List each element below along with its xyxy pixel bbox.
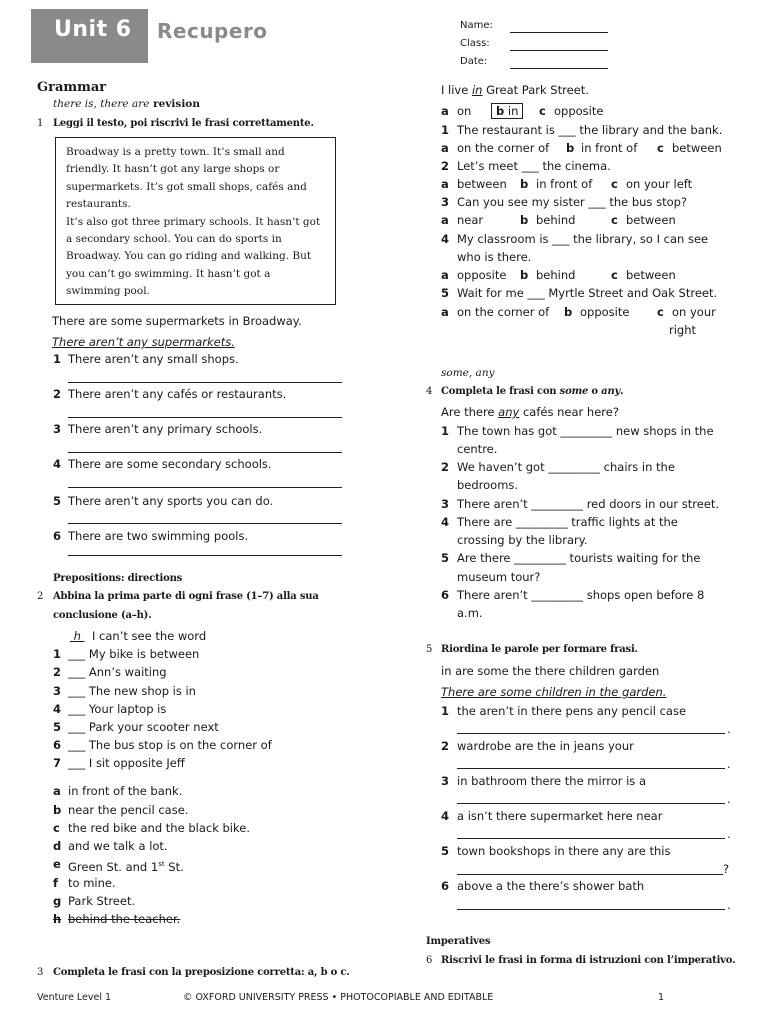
reading-line: restaurants.	[66, 198, 131, 211]
ex4-item-text-cont: a.m.	[457, 606, 483, 620]
option-letter[interactable]: c	[611, 177, 618, 191]
option-text[interactable]: opposite	[457, 268, 507, 282]
footer-copyright: © OXFORD UNIVERSITY PRESS • PHOTOCOPIABLE AND EDITABLE	[183, 992, 494, 1003]
ending-letter: a	[53, 784, 61, 798]
option-text-cont: right	[669, 323, 697, 337]
option-text[interactable]: behind	[536, 268, 576, 282]
ex1-example: There are some supermarkets in Broadway.	[52, 314, 302, 328]
option-letter[interactable]: b	[520, 268, 529, 282]
reading-line: swimming pool.	[66, 285, 150, 298]
ex1-item-text: There are two swimming pools.	[68, 529, 249, 543]
exercise-2-instruction-cont: conclusione (a–h).	[53, 610, 152, 621]
ex4-item-number: 4	[441, 515, 450, 529]
ex5-item-text: town bookshops in there any are this	[457, 844, 671, 858]
exercise-2-number: 2	[37, 591, 44, 602]
ex1-item-text: There aren’t any primary schools.	[68, 422, 263, 436]
ex5-item-text: a isn’t there supermarket here near	[457, 809, 663, 823]
ex2-item-blank[interactable]: ___ I sit opposite Jeff	[68, 756, 185, 770]
exercise-3-number: 3	[37, 967, 44, 978]
ex3-item-number: 1	[441, 123, 450, 137]
ex1-item-number: 1	[53, 352, 62, 366]
option-letter[interactable]: b	[520, 177, 529, 191]
exercise-5-number: 5	[426, 644, 433, 655]
ex4-item-text[interactable]: Are there _________ tourists waiting for the	[457, 551, 701, 565]
exercise-4-number: 4	[426, 386, 433, 397]
prepositions-heading: Prepositions: directions	[53, 573, 183, 584]
reading-line: Broadway is a pretty town. It’s small and	[66, 146, 285, 158]
ex1-item-number: 6	[53, 529, 62, 543]
answer-line[interactable]	[68, 487, 342, 488]
ex4-item-number: 1	[441, 424, 450, 438]
ex3-item-number: 4	[441, 232, 450, 246]
option-letter[interactable]: b	[566, 141, 575, 155]
ex1-item-number: 5	[53, 494, 62, 508]
ex4-item-text[interactable]: There are _________ traffic lights at the	[457, 515, 678, 529]
option-letter: a	[441, 104, 449, 118]
option-text[interactable]: opposite	[580, 305, 630, 319]
option-text: on	[457, 104, 472, 118]
option-text[interactable]: in front of	[536, 177, 593, 191]
ex1-item-text: There are some secondary schools.	[68, 457, 272, 471]
page-number: 1	[658, 992, 665, 1003]
ex1-item-text: There aren’t any sports you can do.	[68, 494, 274, 508]
ex2-item-number: 5	[53, 720, 62, 734]
answer-line[interactable]	[457, 874, 723, 875]
ex4-item-text-cont: centre.	[457, 442, 498, 456]
reading-line: Broadway. You can go riding and walking. But	[66, 250, 312, 263]
grammar-subheading: there is, there are revision	[53, 98, 200, 110]
ending-letter: e	[53, 857, 61, 871]
ex2-item-blank[interactable]: ___ My bike is between	[68, 647, 200, 661]
answer-line[interactable]	[68, 555, 342, 556]
reading-line: It’s also got three primary schools. It hasn’t got	[66, 215, 321, 228]
answer-line[interactable]	[68, 523, 342, 524]
ex2-item-blank[interactable]: ___ Ann’s waiting	[68, 665, 167, 679]
option-text: opposite	[554, 104, 604, 118]
exercise-4-instruction: Completa le frasi con some o any.	[441, 386, 624, 397]
ex5-item-text: above a the there’s shower bath	[457, 879, 645, 893]
exercise-1-number: 1	[37, 118, 44, 129]
option-text[interactable]: between	[626, 213, 676, 227]
ex2-item-number: 2	[53, 665, 62, 679]
ex2-item-blank[interactable]: ___ Park your scooter next	[68, 720, 219, 734]
option-letter[interactable]: a	[441, 268, 449, 282]
ex4-item-number: 2	[441, 460, 450, 474]
ex1-item-text: There aren’t any cafés or restaurants.	[68, 387, 287, 401]
option-letter[interactable]: b	[564, 305, 573, 319]
ex5-example-answer: There are some children in the garden.	[441, 685, 667, 699]
ending-text: the red bike and the black bike.	[68, 821, 250, 835]
ex1-example-answer: There aren’t any supermarkets.	[52, 335, 235, 349]
ex4-item-number: 5	[441, 551, 450, 565]
ex4-item-number: 3	[441, 497, 450, 511]
ex4-item-text[interactable]: The town has got _________ new shops in the	[457, 424, 714, 438]
ex5-item-number: 4	[441, 809, 450, 823]
option-text[interactable]: between	[626, 268, 676, 282]
reading-line: a secondary school. You can do sports in	[66, 233, 282, 246]
ex3-item-text: Can you see my sister ___ the bus stop?	[457, 195, 688, 209]
option-text[interactable]: on your	[672, 305, 716, 319]
ex4-item-text-cont: crossing by the library.	[457, 533, 588, 547]
selected-option[interactable]: b in	[491, 103, 523, 119]
option-text[interactable]: on the corner of	[457, 305, 550, 319]
ex4-item-text[interactable]: We haven’t got _________ chairs in the	[457, 460, 675, 474]
ex4-item-text[interactable]: There aren’t _________ red doors in our street.	[457, 497, 720, 511]
answer-line[interactable]	[457, 838, 725, 839]
ex3-item-number: 2	[441, 159, 450, 173]
ex5-item-end: .	[727, 827, 731, 841]
option-text[interactable]: in front of	[581, 141, 638, 155]
reading-line: you can’t go swimming. It hasn’t got a	[66, 267, 271, 280]
ex5-item-end: .	[727, 898, 731, 912]
ex2-item-blank[interactable]: ___ Your laptop is	[68, 702, 167, 716]
exercise-2-instruction: Abbina la prima parte di ogni frase (1–7) alla sua	[53, 591, 319, 602]
answer-line[interactable]	[457, 803, 725, 804]
reading-line: friendly. It hasn’t got any large shops or	[66, 163, 280, 176]
option-text[interactable]: between	[457, 177, 507, 191]
exercise-6-instruction: Riscrivi le frasi in forma di istruzioni con l’imperativo.	[441, 955, 736, 966]
option-text[interactable]: near	[457, 213, 484, 227]
ending-text: and we talk a lot.	[68, 839, 168, 853]
ending-text: Park Street.	[68, 894, 136, 908]
ex5-item-end: ?	[723, 862, 730, 876]
ending-letter: g	[53, 894, 62, 908]
answer-line[interactable]	[457, 733, 725, 734]
reading-line: supermarkets. It’s got small shops, cafés and	[66, 180, 307, 193]
reading-text-box	[55, 137, 336, 305]
answer-line[interactable]	[68, 417, 342, 418]
ending-text: Green St. and 1st St.	[68, 859, 184, 874]
ex1-item-text: There aren’t any small shops.	[68, 352, 239, 366]
ending-letter: c	[53, 821, 60, 835]
ending-text-used: behind the teacher.	[68, 912, 181, 926]
answer-line[interactable]	[457, 768, 725, 769]
option-letter[interactable]: c	[657, 305, 664, 319]
name-field[interactable]	[510, 32, 608, 33]
some-any-heading: some, any	[441, 367, 495, 379]
ex5-item-number: 6	[441, 879, 450, 893]
ex4-example: Are there any cafés near here?	[441, 405, 619, 419]
ex5-item-number: 3	[441, 774, 450, 788]
option-letter[interactable]: b	[520, 213, 529, 227]
exercise-1-instruction: Leggi il testo, poi riscrivi le frasi correttamente.	[53, 118, 314, 129]
ending-text: near the pencil case.	[68, 803, 189, 817]
ex2-item-number: 4	[53, 702, 62, 716]
ex3-example: I live in Great Park Street.	[441, 83, 589, 97]
ex2-item-number: 6	[53, 738, 62, 752]
class-label: Class:	[460, 38, 490, 49]
imperatives-heading: Imperatives	[426, 936, 491, 947]
ex2-example-letter: h	[73, 629, 81, 643]
ex5-item-text: the aren’t in there pens any pencil case	[457, 704, 687, 718]
answer-line[interactable]	[68, 452, 342, 453]
ex3-item-text: Wait for me ___ Myrtle Street and Oak Street.	[457, 286, 718, 300]
ex5-item-text: wardrobe are the in jeans your	[457, 739, 634, 753]
ending-letter: b	[53, 803, 62, 817]
answer-line[interactable]	[68, 382, 342, 383]
option-letter: c	[539, 104, 546, 118]
ex2-item-blank[interactable]: ___ The bus stop is on the corner of	[68, 738, 272, 752]
ex2-item-number: 3	[53, 684, 62, 698]
ex4-item-number: 6	[441, 588, 450, 602]
ending-letter: d	[53, 839, 62, 853]
ex5-example: in are some the there children garden	[441, 664, 660, 678]
exercise-6-number: 6	[426, 955, 433, 966]
ex5-item-number: 2	[441, 739, 450, 753]
answer-line[interactable]	[457, 909, 725, 910]
option-letter[interactable]: c	[657, 141, 664, 155]
ex2-item-blank[interactable]: ___ The new shop is in	[68, 684, 196, 698]
option-letter[interactable]: a	[441, 305, 449, 319]
option-text[interactable]: on the corner of	[457, 141, 550, 155]
option-text[interactable]: behind	[536, 213, 576, 227]
option-letter[interactable]: a	[441, 213, 449, 227]
ex1-item-number: 3	[53, 422, 62, 436]
ex3-item-text-cont: who is there.	[457, 250, 532, 264]
ex2-item-number: 7	[53, 756, 62, 770]
ex1-item-number: 4	[53, 457, 62, 471]
ex3-item-number: 5	[441, 286, 450, 300]
ex3-item-number: 3	[441, 195, 450, 209]
option-text[interactable]: between	[672, 141, 722, 155]
ex5-item-end: .	[727, 792, 731, 806]
ex1-item-number: 2	[53, 387, 62, 401]
footer-course: Venture Level 1	[37, 992, 112, 1003]
unit-title: Recupero	[157, 19, 268, 43]
ex4-item-text-cont: museum tour?	[457, 570, 541, 584]
ending-text: in front of the bank.	[68, 784, 183, 798]
ending-text: to mine.	[68, 876, 116, 890]
option-text[interactable]: on your left	[626, 177, 693, 191]
ex5-item-number: 1	[441, 704, 450, 718]
ex5-item-end: .	[727, 722, 731, 736]
exercise-5-instruction: Riordina le parole per formare frasi.	[441, 644, 638, 655]
ex4-item-text-cont: bedrooms.	[457, 478, 519, 492]
ending-letter: f	[53, 876, 59, 890]
unit-number: Unit 6	[54, 17, 132, 42]
grammar-heading: Grammar	[37, 80, 107, 95]
ex3-item-text: The restaurant is ___ the library and the bank.	[457, 123, 723, 137]
ex2-example-text: I can’t see the word	[92, 629, 207, 643]
ex4-item-text[interactable]: There aren’t _________ shops open before 8	[457, 588, 705, 602]
ex5-item-number: 5	[441, 844, 450, 858]
option-letter[interactable]: a	[441, 177, 449, 191]
option-letter[interactable]: a	[441, 141, 449, 155]
option-letter[interactable]: c	[611, 213, 618, 227]
date-label: Date:	[460, 56, 488, 67]
name-label: Name:	[460, 20, 493, 31]
ex3-item-text: My classroom is ___ the library, so I can see	[457, 232, 709, 246]
ex5-item-end: .	[727, 757, 731, 771]
exercise-3-instruction: Completa le frasi con la preposizione corretta: a, b o c.	[53, 967, 350, 978]
date-field[interactable]	[510, 68, 608, 69]
ex5-item-text: in bathroom there the mirror is a	[457, 774, 647, 788]
ending-letter: h	[53, 912, 62, 926]
ex2-item-number: 1	[53, 647, 62, 661]
option-letter[interactable]: c	[611, 268, 618, 282]
ex3-item-text: Let’s meet ___ the cinema.	[457, 159, 611, 173]
class-field[interactable]	[510, 50, 608, 51]
